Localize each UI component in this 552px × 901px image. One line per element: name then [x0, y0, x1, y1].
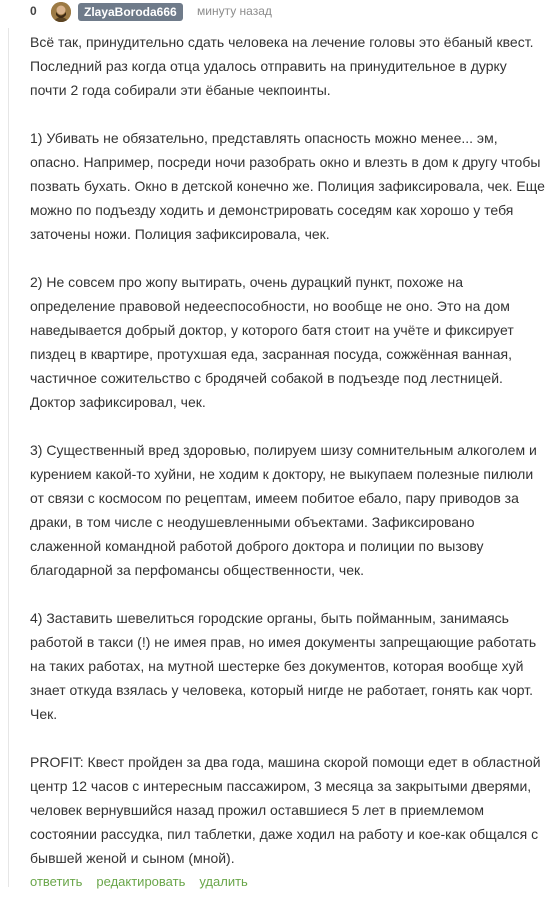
comment-paragraph: Всё так, принудительно сдать человека на лечение головы это ёбаный квест. Последний раз когда отца удалось отправить на принудительное в дурку почти 2 года собирали эти ёбаные чекпоинты.: [30, 34, 534, 98]
user-avatar-icon[interactable]: [51, 2, 71, 22]
comment-rating: 0: [30, 4, 37, 18]
reply-link[interactable]: ответить: [30, 874, 83, 889]
author-name-link[interactable]: ZlayaBoroda666: [78, 3, 183, 21]
comment-paragraph: PROFIT: Квест пройден за два года, машина скорой помощи едет в областной центр 12 часов с интересным пассажиром, 3 месяца за закрытыми дверями, человек вернувшийся назад прожил оставшиеся 5 лет в приемлемом состоянии рассудка, пил таблетки, даже ходил на работу и кое-как общался с бывшей женой и сыном (мной).: [30, 754, 541, 866]
comment-actions: [30, 874, 248, 889]
comment-paragraph: 2) Не совсем про жопу вытирать, очень дурацкий пункт, похоже на определение правовой недееспособности, но вообще не оно. Это на дом наведывается добрый доктор, у которого батя стоит на учёте и фиксирует пиздец в квартире, протухшая еда, засранная посуда, сожжённая ванная, частичное сожительство с бродячей собакой в подъезде под лестницей. Доктор зафиксировал, чек.: [30, 274, 514, 410]
comment-thread-line: [8, 28, 9, 887]
delete-link[interactable]: удалить: [199, 874, 248, 889]
comment-paragraph: 3) Существенный вред здоровью, полируем шизу сомнительным алкоголем и курением какой-то хуйни, не ходим к доктору, не выкупаем полезные пилюли от связи с космосом по рецептам, имеем побитое ебало, пару приводов за драки, в том числе с неодушевленными объектами. Зафиксировано слаженной командной работой доброго доктора и полиции по вызову благодарной за перфомансы общественности, чек.: [30, 442, 537, 578]
comment-body: [30, 30, 546, 870]
comment-timestamp: минуту назад: [197, 4, 272, 18]
comment-paragraph: 1) Убивать не обязательно, представлять опасность можно менее... эм, опасно. Например, посреди ночи разобрать окно и влезть в дом к другу чтобы позвать бухать. Окно в детской конечно же. Полиция зафиксировала, чек. Еще можно по подъезду ходить и демонстрировать соседям как хорошо у тебя заточены ножи. Полиция зафиксировала, чек.: [30, 130, 545, 242]
comment-paragraph: 4) Заставить шевелиться городские органы, быть пойманным, занимаясь работой в такси (!) не имея прав, но имея документы запрещающие работать на таких работах, на мутной шестерке без документов, которая вообще хуй знает откуда взялась у человека, который нигде не работает, гонять как чорт. Чек.: [30, 610, 537, 722]
comment-header: [0, 0, 552, 26]
edit-link[interactable]: редактировать: [96, 874, 186, 889]
